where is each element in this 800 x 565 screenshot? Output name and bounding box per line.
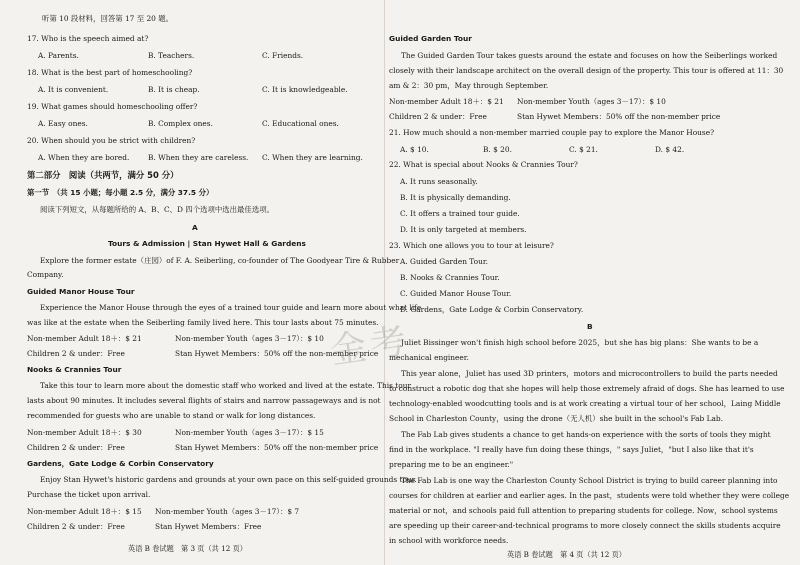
passage-b-p2-4: School in Charleston County，using the drone（无人机）she built in the school's Fab Lab. (389, 414, 724, 423)
option-18c: C. It is knowledgeable. (262, 85, 348, 94)
page-3-footer: 英语 B 卷试题 第 3 页（共 12 页） (128, 544, 247, 553)
watermark: 金考 (327, 320, 413, 373)
passage-b-p4-2: courses for children at earlier and earlier ages. In the past，students were told whether they were college (389, 491, 790, 500)
guided-garden-text: The Guided Garden Tour takes guests around the estate and focuses on how the Seiberlings worked (401, 51, 778, 60)
gardens-price-members: Stan Hywet Members：Free (155, 522, 262, 531)
question-19: 19. What games should homeschooling offer? (27, 102, 198, 111)
option-20a: A. When they are bored. (38, 153, 130, 162)
option-21d: D. $ 42. (655, 145, 685, 154)
nooks-price-youth: Non-member Youth（ages 3－17）：$ 15 (175, 428, 324, 437)
guided-garden-title: Guided Garden Tour (389, 34, 472, 43)
option-23c: C. Guided Manor House Tour. (400, 289, 512, 298)
question-17: 17. Who is the speech aimed at? (27, 34, 149, 43)
option-23d: D. Gardens，Gate Lodge & Corbin Conservatory. (400, 305, 584, 314)
gardens-tour-text: Enjoy Stan Hywet's historic gardens and grounds at your own pace on this self-guided grounds tour. (40, 475, 417, 484)
passage-b-p4-3: material or not，and schools paid full attention to preparing students for college. Now，school systems (389, 506, 778, 515)
page-4-footer: 英语 B 卷试题 第 4 页（共 12 页） (507, 550, 626, 559)
manor-tour-text-cont: was like at the estate when the Seiberling family lived here. This tour lasts about 75 minutes. (27, 318, 379, 327)
gardens-price-youth: Non-member Youth（ages 3－17）：$ 7 (155, 507, 300, 516)
option-22d: D. It is only targeted at members. (400, 225, 527, 234)
explore-text: Explore the former estate（庄园）of F. A. Seiberling, co-founder of The Goodyear Tire & Rubber (40, 256, 400, 265)
gardens-tour-text-2: Purchase the ticket upon arrival. (27, 490, 151, 499)
gardens-price-adult: Non-member Adult 18＋：$ 15 (27, 507, 142, 516)
passage-b-p3: The Fab Lab gives students a chance to get hands-on experience with the sorts of tools they might (401, 430, 771, 439)
nooks-tour-text-3: recommended for guests who are unable to stand or walk for long distances. (27, 411, 316, 420)
question-18: 18. What is the best part of homeschooling? (27, 68, 193, 77)
manor-tour-title: Guided Manor House Tour (27, 287, 135, 296)
listening-instruction: 听第 10 段材料，回答第 17 至 20 题。 (42, 14, 173, 23)
option-19c: C. Educational ones. (262, 119, 339, 128)
option-20c: C. When they are learning. (262, 153, 363, 162)
passage-b-p2-3: technology-enabled woodcutting tools and is at work creating a virtual tour of her school，Laing Middle (389, 399, 781, 408)
part-two-heading: 第二部分 阅读（共两节，满分 50 分） (27, 170, 179, 180)
option-23b: B. Nooks & Crannies Tour. (400, 273, 500, 282)
passage-b-p2: This year alone，Juliet has used 3D printers，motors and microcontrollers to build the parts needed (401, 369, 778, 378)
question-20: 20. When should you be strict with children? (27, 136, 196, 145)
passage-b-p4: The Fab Lab is one way the Charleston County School District is trying to build career planning into (401, 476, 778, 485)
option-18a: A. It is convenient. (38, 85, 109, 94)
gardens-tour-title: Gardens，Gate Lodge & Corbin Conservatory (27, 459, 214, 468)
question-21: 21. How much should a non-member married couple pay to explore the Manor House? (389, 128, 715, 137)
nooks-tour-title: Nooks & Crannies Tour (27, 365, 122, 374)
option-21a: A. $ 10. (400, 145, 429, 154)
question-22: 22. What is special about Nooks & Crannies Tour? (389, 160, 578, 169)
passage-a-title: Tours & Admission | Stan Hywet Hall & Gardens (108, 239, 306, 248)
nooks-tour-text-2: lasts about 90 minutes. It includes several flights of stairs and narrow passageways and is not (27, 396, 381, 405)
manor-price-children: Children 2 & under：Free (27, 349, 125, 358)
option-22b: B. It is physically demanding. (400, 193, 511, 202)
option-19b: B. Complex ones. (148, 119, 213, 128)
manor-price-members: Stan Hywet Members：50% off the non-member price (175, 349, 379, 358)
gardens-price-children: Children 2 & under：Free (27, 522, 125, 531)
passage-b-p1-cont: mechanical engineer. (389, 353, 469, 362)
guided-price-members: Stan Hywet Members：50% off the non-member price (517, 112, 721, 121)
passage-a-letter: A (192, 223, 198, 232)
passage-b-p4-5: in school with workforce needs. (389, 536, 509, 545)
nooks-price-adult: Non-member Adult 18＋：$ 30 (27, 428, 142, 437)
option-22a: A. It runs seasonally. (400, 177, 478, 186)
nooks-price-children: Children 2 & under：Free (27, 443, 125, 452)
manor-price-youth: Non-member Youth（ages 3－17）：$ 10 (175, 334, 324, 343)
passage-b-p2-2: to construct a robotic dog that she hopes will help those extremely afraid of dogs. She has learned to use (389, 384, 785, 393)
passage-b-p4-4: are speeding up their career-and-technical programs to more closely connect the skills students acquire (389, 521, 781, 530)
section-one-heading: 第一节 （共 15 小题；每小题 2.5 分，满分 37.5 分） (27, 188, 214, 197)
question-23: 23. Which one allows you to tour at leisure? (389, 241, 554, 250)
nooks-tour-text: Take this tour to learn more about the domestic staff who worked and lived at the estate. This tour (40, 381, 411, 390)
option-17a: A. Parents. (38, 51, 79, 60)
reading-instruction: 阅读下列短文，从每题所给的 A、B、C、D 四个选项中选出最佳选项。 (40, 205, 274, 214)
option-17b: B. Teachers. (148, 51, 195, 60)
option-20b: B. When they are careless. (148, 153, 249, 162)
explore-text-cont: Company. (27, 270, 64, 279)
option-17c: C. Friends. (262, 51, 304, 60)
guided-price-youth: Non-member Youth（ages 3－17）：$ 10 (517, 97, 666, 106)
passage-b-p3-3: preparing me to be an engineer." (389, 460, 514, 469)
passage-b-p1: Juliet Bissinger won't finish high school before 2025，but she has big plans：She wants to be a (401, 338, 759, 347)
guided-price-adult: Non-member Adult 18＋：$ 21 (389, 97, 504, 106)
guided-garden-text-2: closely with their landscape architect on the overall design of the property. This tour is offered at 11：30 (389, 66, 784, 75)
nooks-price-members: Stan Hywet Members：50% off the non-member price (175, 443, 379, 452)
guided-garden-text-3: am & 2：30 pm，May through September. (389, 81, 549, 90)
option-21c: C. $ 21. (569, 145, 598, 154)
option-23a: A. Guided Garden Tour. (400, 257, 488, 266)
passage-b-letter: B (587, 322, 593, 331)
option-18b: B. It is cheap. (148, 85, 200, 94)
option-19a: A. Easy ones. (38, 119, 88, 128)
manor-price-adult: Non-member Adult 18＋：$ 21 (27, 334, 142, 343)
option-21b: B. $ 20. (483, 145, 512, 154)
passage-b-p3-2: find in the workplace. "I really have fun doing these things，" says Juliet，"but I also like that it's (389, 445, 754, 454)
option-22c: C. It offers a trained tour guide. (400, 209, 520, 218)
guided-price-children: Children 2 & under：Free (389, 112, 487, 121)
manor-tour-text: Experience the Manor House through the eyes of a trained tour guide and learn more about what life (40, 303, 422, 312)
